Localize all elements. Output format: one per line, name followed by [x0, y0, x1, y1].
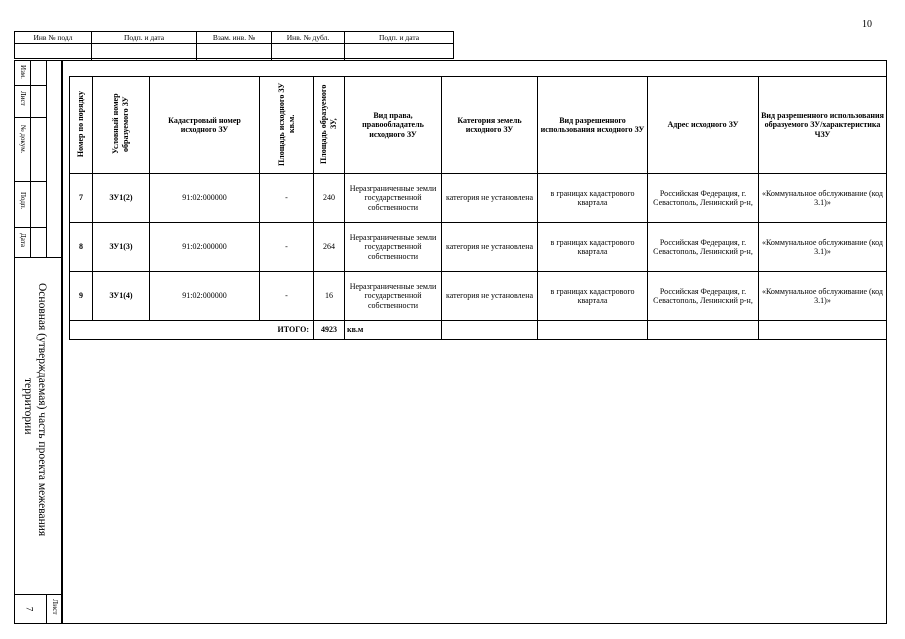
row-right: Неразграниченные земли государственной собственности [345, 272, 442, 321]
stamp-label-podp: Подп. [19, 192, 27, 210]
row-cadastral: 91:02:000000 [150, 223, 260, 272]
header-cell: Вид разрешенного использования образуемого ЗУ/характеристика ЧЗУ [759, 77, 887, 174]
sheet-number: 7 [24, 606, 35, 612]
total-row [70, 321, 887, 340]
total-label: ИТОГО: [70, 321, 314, 340]
header-cell: Категория земель исходного ЗУ [442, 77, 538, 174]
row-cadastral: 91:02:000000 [150, 174, 260, 223]
total-value: 4923 [314, 321, 345, 340]
label-vzam-inv: Взам. инв. № [197, 32, 272, 43]
stamp-divider [15, 181, 46, 182]
stamp-divider [46, 61, 47, 257]
stamp-divider [15, 594, 61, 595]
strip-divider [91, 32, 92, 60]
row-category: категория не установлена [442, 174, 538, 223]
label-podp-data-1: Подп. и дата [92, 32, 197, 43]
document-title-line2: территории [22, 378, 34, 435]
row-right: Неразграниченные земли государственной собственности [345, 223, 442, 272]
row-number: 7 [70, 174, 93, 223]
header-cell: Площадь исходного ЗУ кв.м. [260, 77, 314, 174]
strip-divider [344, 32, 345, 60]
stamp-label-izm: Изм. [19, 65, 27, 79]
row-number: 9 [70, 272, 93, 321]
row-address: Российская Федерация, г. Севастополь, Ленинский р-н, [648, 174, 759, 223]
total-unit: кв.м [345, 321, 442, 340]
row-new-use: «Коммунальное обслуживание (код 3.1)» [759, 223, 887, 272]
row-new-use: «Коммунальное обслуживание (код 3.1)» [759, 174, 887, 223]
stamp-divider [15, 227, 46, 228]
table-row [70, 174, 887, 223]
table-header-row [70, 77, 887, 174]
strip-divider [196, 32, 197, 60]
row-zu: ЗУ1(4) [93, 272, 150, 321]
row-address: Российская Федерация, г. Севастополь, Ленинский р-н, [648, 272, 759, 321]
row-category: категория не установлена [442, 272, 538, 321]
header-cell: Вид разрешенного использования исходного ЗУ [538, 77, 648, 174]
empty-cell [759, 321, 887, 340]
empty-cell [538, 321, 648, 340]
header-cell: Площадь образуемого ЗУ, [314, 77, 345, 174]
header-cell: Адрес исходного ЗУ [648, 77, 759, 174]
label-inv-dubl: Инв. № дубл. [272, 32, 345, 43]
row-use: в границах кадастрового квартала [538, 223, 648, 272]
row-src-area: - [260, 272, 314, 321]
row-area: 240 [314, 174, 345, 223]
document-title-line1: Основная (утверждаемая) часть проекта межевания [36, 283, 48, 537]
table-row [70, 223, 887, 272]
stamp-divider [46, 594, 47, 624]
label-podp-data-2: Подп. и дата [378, 33, 420, 42]
row-use: в границах кадастрового квартала [538, 272, 648, 321]
row-category: категория не установлена [442, 223, 538, 272]
stamp-divider [15, 85, 46, 86]
header-cell: Условный номер образуемого ЗУ [93, 77, 150, 174]
approval-strip-header-row [15, 32, 453, 44]
row-right: Неразграниченные земли государственной собственности [345, 174, 442, 223]
page-number: 10 [862, 19, 872, 30]
strip-divider [271, 32, 272, 60]
header-cell: Кадастровый номер исходного ЗУ [150, 77, 260, 174]
stamp-label-nom-dokum: № докум. [19, 125, 27, 154]
row-address: Российская Федерация, г. Севастополь, Ленинский р-н, [648, 223, 759, 272]
table-row [70, 272, 887, 321]
stamp-divider [15, 117, 46, 118]
row-zu: ЗУ1(3) [93, 223, 150, 272]
stamp-label-data: Дата [19, 233, 27, 247]
row-cadastral: 91:02:000000 [150, 272, 260, 321]
header-cell: Вид права, правообладатель исходного ЗУ [345, 77, 442, 174]
row-src-area: - [260, 174, 314, 223]
land-plots-table [69, 76, 887, 340]
stamp-label-list: Лист [19, 91, 27, 106]
row-zu: ЗУ1(2) [93, 174, 150, 223]
row-number: 8 [70, 223, 93, 272]
approval-strip [14, 31, 454, 59]
row-use: в границах кадастрового квартала [538, 174, 648, 223]
row-new-use: «Коммунальное обслуживание (код 3.1)» [759, 272, 887, 321]
empty-cell [648, 321, 759, 340]
row-src-area: - [260, 223, 314, 272]
header-cell: Номер по порядку [70, 77, 93, 174]
stamp-label-sheet: Лист [51, 599, 60, 615]
stamp-divider [15, 257, 61, 258]
empty-cell [442, 321, 538, 340]
row-area: 16 [314, 272, 345, 321]
row-area: 264 [314, 223, 345, 272]
label-inv-podl: Инв № подл [15, 32, 92, 43]
